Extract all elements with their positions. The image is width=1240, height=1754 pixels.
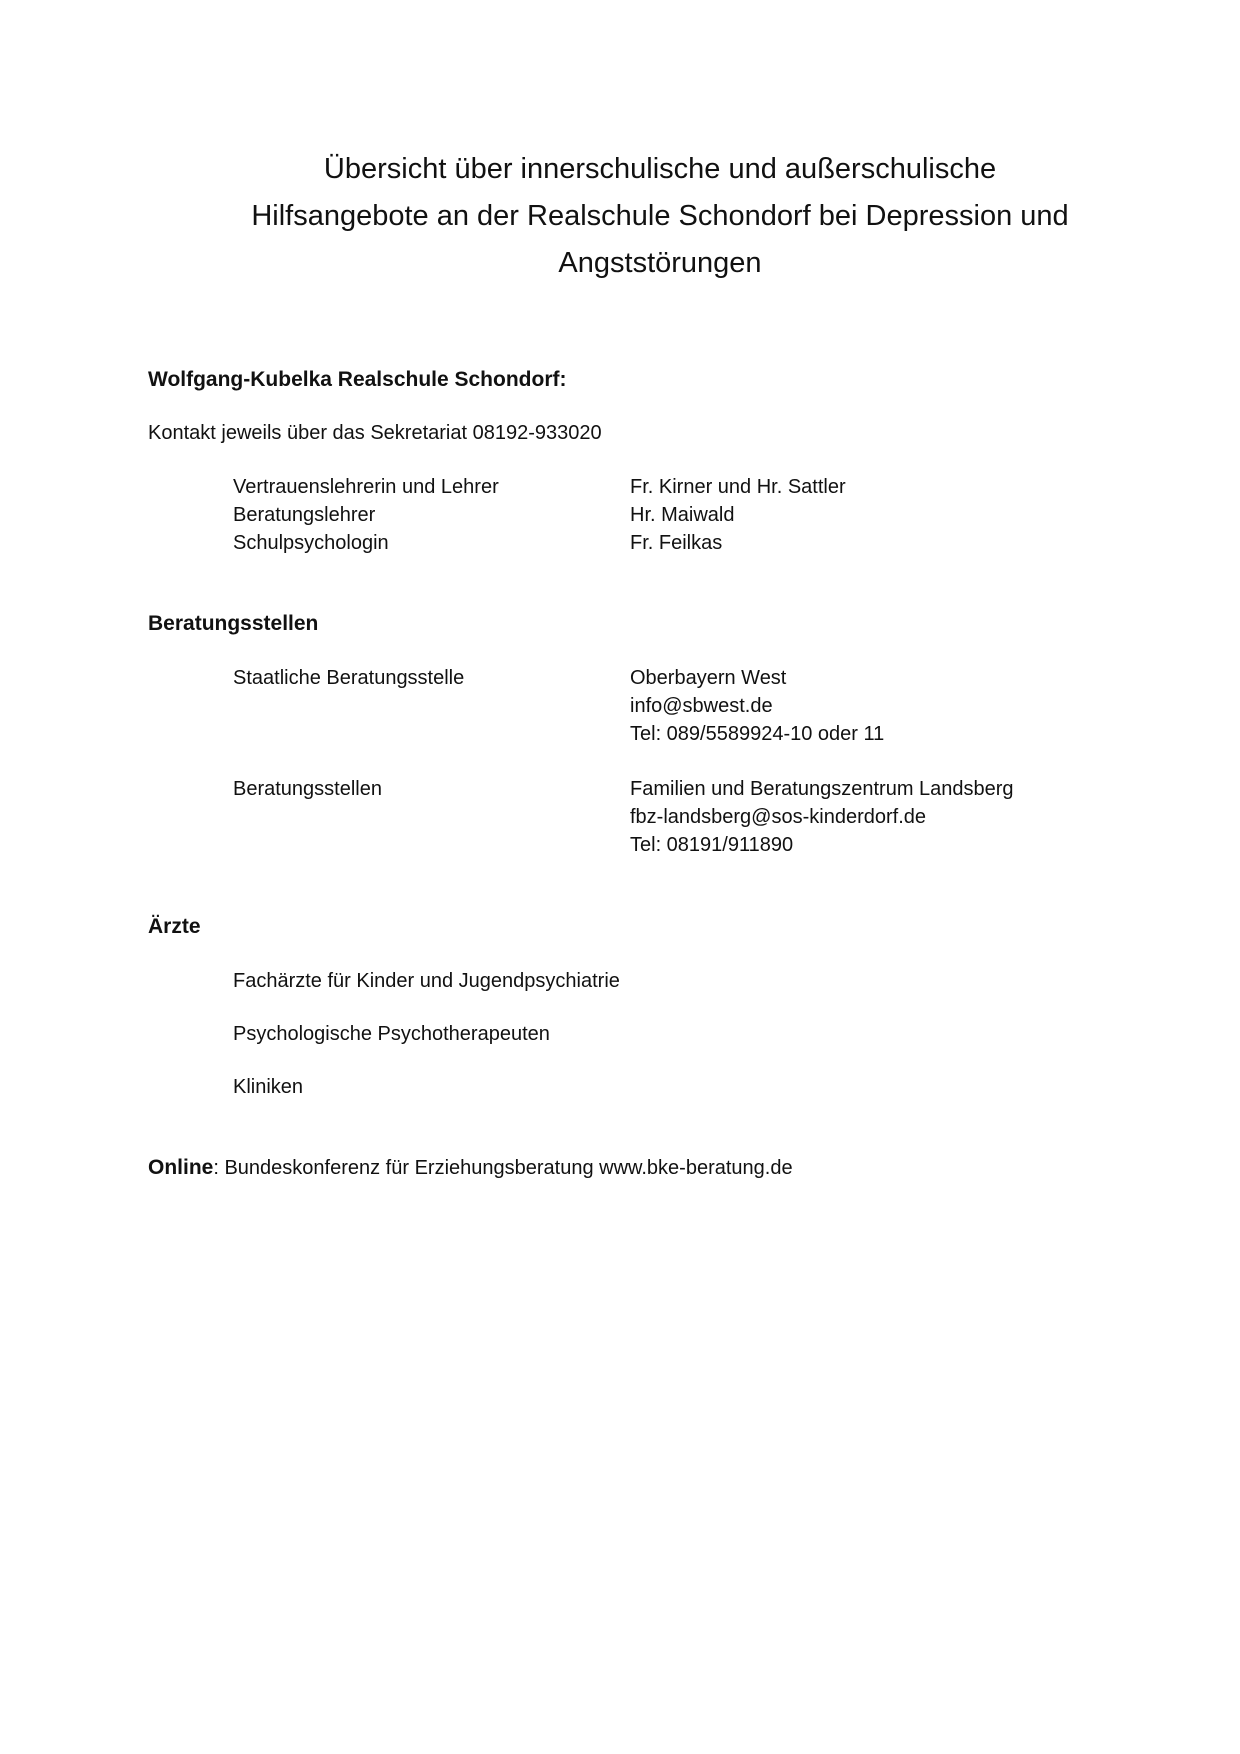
role-label: Beratungslehrer	[233, 504, 376, 526]
online-line	[148, 1154, 793, 1182]
school-contact: Kontakt jeweils über das Sekretariat 08192-933020	[148, 422, 602, 444]
school-roles	[233, 473, 499, 557]
role-names: Hr. Maiwald	[630, 504, 735, 526]
role-label: Schulpsychologin	[233, 532, 389, 554]
doctors-heading: Ärzte	[148, 915, 201, 938]
role-names: Fr. Kirner und Hr. Sattler	[630, 476, 846, 498]
online-label: Online	[148, 1156, 214, 1179]
title-line-3: Angststörungen	[558, 247, 762, 279]
counseling-email: info@sbwest.de	[630, 695, 773, 717]
counseling-phone: Tel: 089/5589924-10 oder 11	[630, 723, 885, 745]
counseling-email: fbz-landsberg@sos-kinderdorf.de	[630, 806, 927, 828]
school-role-names	[630, 473, 846, 557]
counseling-heading: Beratungsstellen	[148, 612, 319, 635]
doctors-item: Fachärzte für Kinder und Jugendpsychiatrie	[233, 970, 620, 992]
school-heading: Wolfgang-Kubelka Realschule Schondorf:	[148, 368, 567, 391]
counseling-line: Familien und Beratungszentrum Landsberg	[630, 778, 1014, 800]
counseling-label: Beratungsstellen	[233, 778, 382, 800]
doctors-item: Psychologische Psychotherapeuten	[233, 1023, 550, 1045]
counseling-phone: Tel: 08191/911890	[630, 834, 794, 856]
online-text: : Bundeskonferenz für Erziehungsberatung www.bke-beratung.de	[213, 1157, 793, 1179]
counseling-line: Oberbayern West	[630, 667, 787, 689]
counseling-details	[630, 664, 884, 748]
role-names: Fr. Feilkas	[630, 532, 723, 554]
counseling-label: Staatliche Beratungsstelle	[233, 667, 465, 689]
doctors-item: Kliniken	[233, 1076, 304, 1098]
role-label: Vertrauenslehrerin und Lehrer	[233, 476, 499, 498]
counseling-details	[630, 775, 1014, 859]
title-line-1: Übersicht über innerschulische und außerschulische	[323, 153, 997, 185]
document-title	[150, 146, 1170, 287]
title-line-2: Hilfsangebote an der Realschule Schondorf bei Depression und	[251, 200, 1069, 232]
